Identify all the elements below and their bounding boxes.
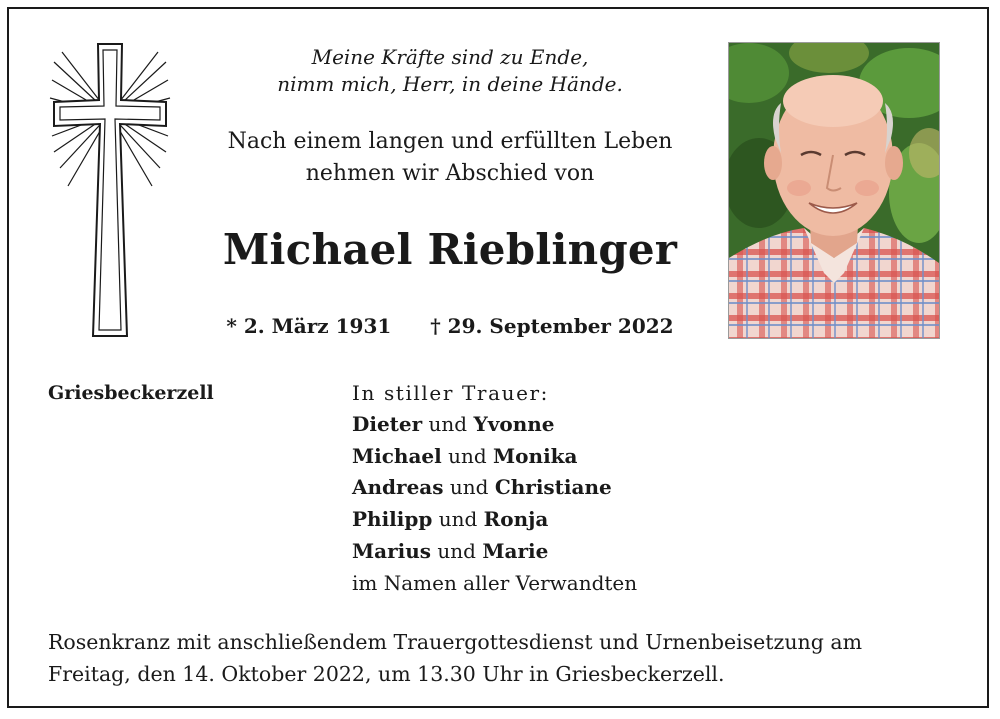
death-date: † 29. September 2022	[430, 314, 674, 338]
service-notice	[48, 626, 968, 690]
portrait-image	[729, 43, 939, 338]
mourners-block	[352, 378, 637, 599]
mourner-second: Yvonne	[473, 412, 555, 436]
mourner-first: Andreas	[352, 475, 444, 500]
mourner-second: Ronja	[483, 507, 549, 532]
life-dates	[190, 312, 710, 340]
verse	[230, 44, 670, 98]
verse-line-1: Meine Kräfte sind zu Ende,	[311, 45, 589, 69]
service-notice-line-2: Freitag, den 14. Oktober 2022, um 13.30 Uhr in Griesbeckerzell.	[48, 662, 725, 686]
mourner-connector: und	[428, 412, 468, 436]
mourner-first: Marius	[352, 538, 432, 563]
mourner-couple	[352, 441, 637, 473]
portrait-photo	[728, 42, 940, 339]
birth-date: * 2. März 1931	[226, 314, 392, 338]
mourner-couple	[352, 536, 637, 568]
intro-line-1: Nach einem langen und erfüllten Leben	[227, 129, 673, 154]
mourner-second: Christiane	[494, 475, 612, 500]
service-notice-line-1: Rosenkranz mit anschließendem Trauergottesdienst und Urnenbeisetzung am	[48, 630, 863, 654]
mourner-couple	[352, 409, 637, 441]
mourner-first: Dieter	[352, 412, 423, 436]
mourner-connector: und	[449, 475, 489, 500]
intro-line-2: nehmen wir Abschied von	[305, 161, 595, 186]
mourner-connector: und	[438, 507, 478, 532]
cross-icon	[48, 40, 172, 342]
mourner-first: Michael	[352, 443, 442, 468]
mourner-second: Monika	[493, 443, 578, 468]
mourner-second: Marie	[482, 538, 549, 563]
mourner-connector: und	[448, 443, 487, 468]
mourner-couple	[352, 504, 637, 536]
mourner-first: Philipp	[352, 507, 433, 532]
place-name: Griesbeckerzell	[48, 382, 214, 404]
verse-line-2: nimm mich, Herr, in deine Hände.	[277, 72, 623, 96]
mourner-connector: und	[437, 538, 476, 563]
deceased-name: Michael Rieblinger	[222, 225, 678, 274]
intro-text	[210, 126, 690, 190]
mourners-footer: im Namen aller Verwandten	[352, 570, 638, 595]
mourner-couple	[352, 472, 637, 504]
mourners-header: In stiller Trauer:	[352, 381, 550, 405]
